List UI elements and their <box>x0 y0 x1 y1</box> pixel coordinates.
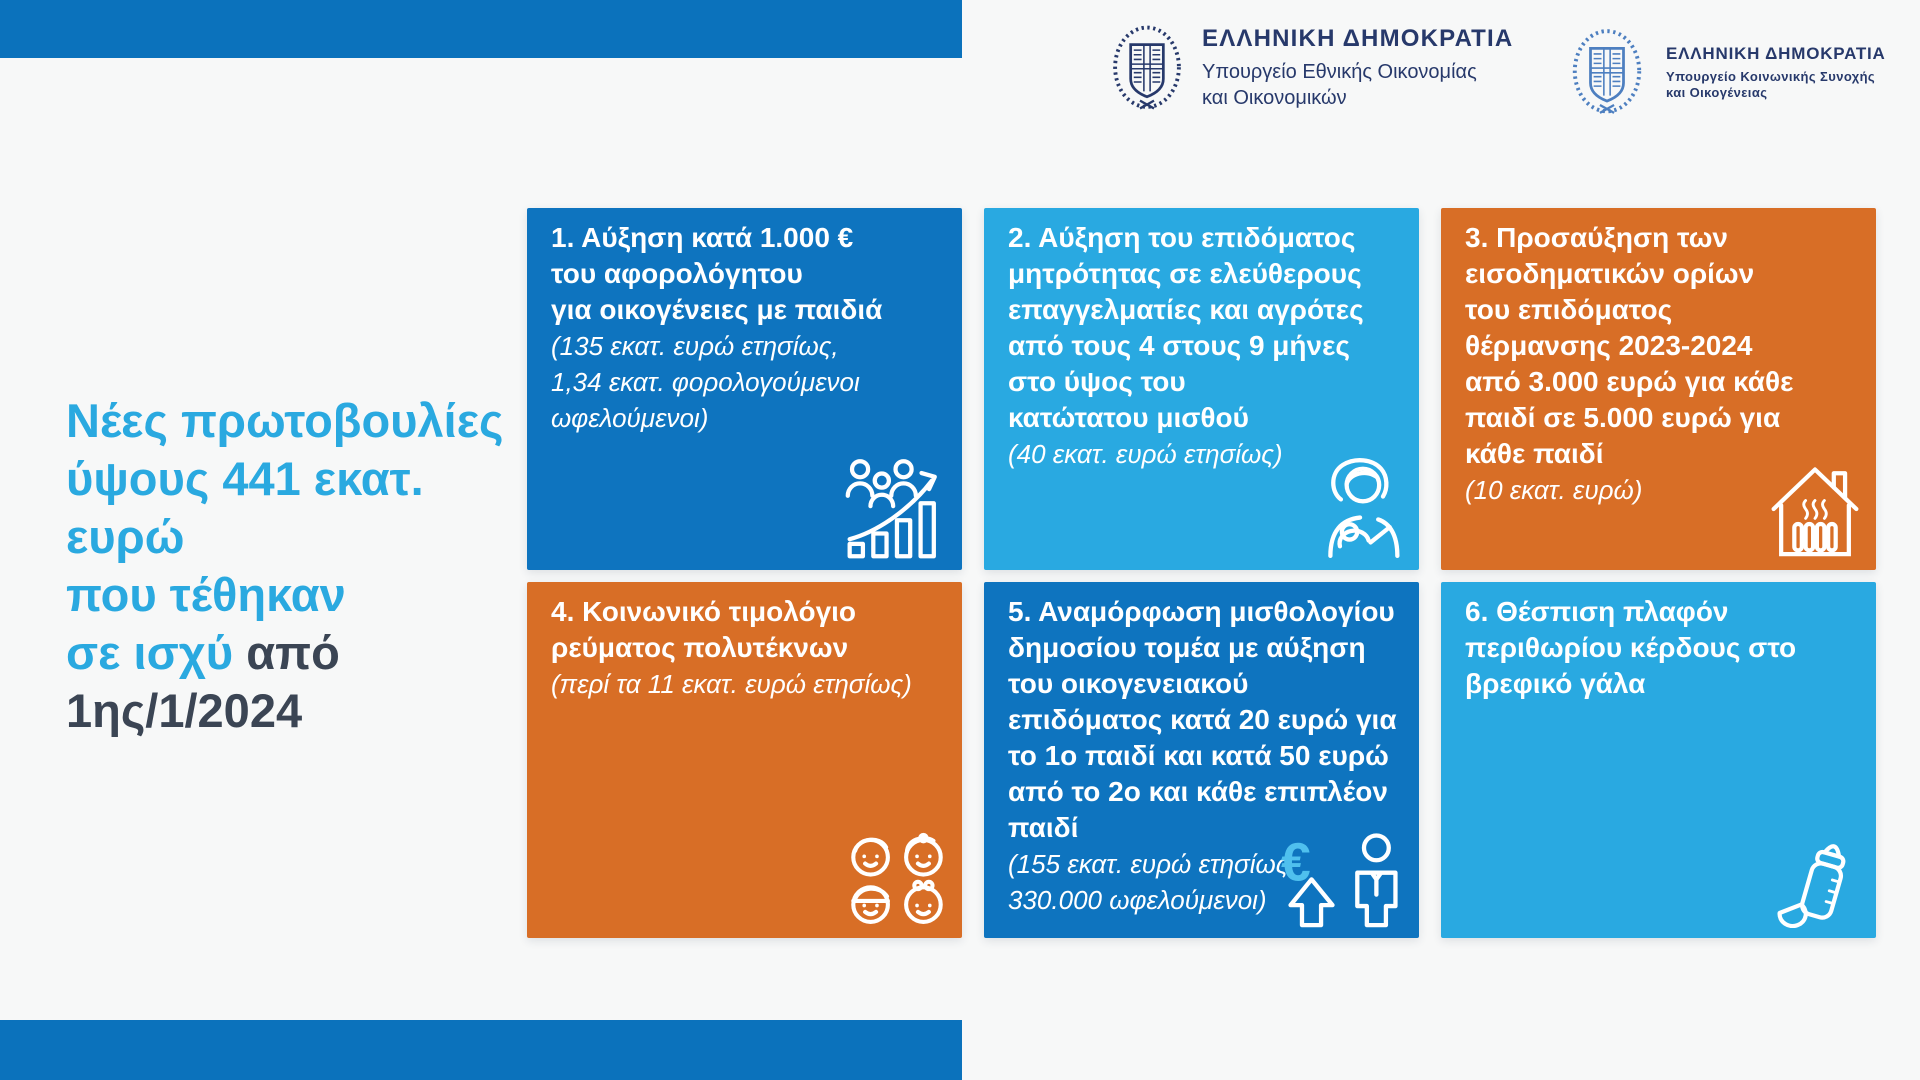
initiative-card <box>984 208 1419 570</box>
card-title-line: του αφορολόγητου <box>551 258 803 289</box>
card-title-line: του επιδόματος <box>1465 294 1673 325</box>
greek-emblem-icon <box>1112 20 1182 116</box>
baby-bottle-icon <box>1774 825 1862 928</box>
card-note-line: (155 εκατ. ευρώ ετησίως, <box>1008 849 1296 879</box>
headline-line <box>66 508 536 566</box>
card-title-line: δημοσίου τομέα με αύξηση <box>1008 632 1366 663</box>
card-title-line: μητρότητας σε ελεύθερους <box>1008 258 1362 289</box>
headline-segment: που τέθηκαν <box>66 568 346 621</box>
card-title-line: κάθε παιδί <box>1465 438 1604 469</box>
greek-emblem-icon <box>1564 28 1650 116</box>
initiative-card <box>984 582 1419 938</box>
card-title-line: στο ύψος του <box>1008 366 1186 397</box>
initiative-card <box>527 208 962 570</box>
heating-house-icon <box>1768 458 1862 560</box>
headline-line <box>66 682 536 740</box>
card-note-line: (40 εκατ. ευρώ ετησίως) <box>1008 439 1283 469</box>
initiative-card <box>1441 582 1876 938</box>
page-title <box>66 392 536 740</box>
card-title-line: ρεύματος πολυτέκνων <box>551 632 849 663</box>
card-note-line: ωφελούμενοι) <box>551 403 709 433</box>
logo-subtitle-line: Υπουργείο Κοινωνικής Συνοχής <box>1666 68 1876 84</box>
card-title-line: επαγγελματίες και αγρότες <box>1008 294 1364 325</box>
logo-subtitle-line: και Οικογένειας <box>1666 84 1768 100</box>
logo-title: ΕΛΛΗΝΙΚΗ ΔΗΜΟΚΡΑΤΙΑ <box>1202 25 1514 52</box>
card-note-line: (περί τα 11 εκατ. ευρώ ετησίως) <box>551 669 912 699</box>
card-title-line: για οικογένειες με παιδιά <box>551 294 883 325</box>
card-title-line: 5. Αναμόρφωση μισθολογίου <box>1008 596 1395 627</box>
initiative-card <box>1441 208 1876 570</box>
card-title-line: από 3.000 ευρώ για κάθε <box>1465 366 1794 397</box>
bottom-accent-bar <box>0 1020 962 1080</box>
mother-baby-icon <box>1317 456 1405 560</box>
headline-line <box>66 392 536 450</box>
card-title-line: 1. Αύξηση κατά 1.000 € <box>551 222 854 253</box>
card-title-line: από τους 4 στους 9 μήνες <box>1008 330 1350 361</box>
card-title-line: του οικογενειακού <box>1008 668 1249 699</box>
card-title-line: από το 2ο και κάθε επιπλέον <box>1008 776 1388 807</box>
headline-line <box>66 450 536 508</box>
ministry-social-cohesion-logo <box>1564 28 1886 116</box>
headline-segment: 1ης/1/2024 <box>66 684 303 737</box>
card-title-line: το 1ο παιδί και κατά 50 ευρώ <box>1008 740 1389 771</box>
headline-line <box>66 566 536 624</box>
card-title-line: 3. Προσαύξηση των <box>1465 222 1728 253</box>
card-title-line: κατώτατου μισθού <box>1008 402 1249 433</box>
headline-segment: από <box>246 626 340 679</box>
card-title-line: 6. Θέσπιση πλαφόν <box>1465 596 1729 627</box>
card-title-line: 2. Αύξηση του επιδόματος <box>1008 222 1356 253</box>
logo-subtitle-line: και Οικονομικών <box>1202 87 1347 109</box>
card-note-line: (135 εκατ. ευρώ ετησίως, <box>551 331 839 361</box>
salary-increase-icon <box>1281 825 1405 928</box>
card-title-line: εισοδηματικών ορίων <box>1465 258 1755 289</box>
top-accent-bar <box>0 0 962 58</box>
card-note-line: (10 εκατ. ευρώ) <box>1465 475 1643 505</box>
card-title-line: βρεφικό γάλα <box>1465 668 1646 699</box>
logo-title: ΕΛΛΗΝΙΚΗ ΔΗΜΟΚΡΑΤΙΑ <box>1666 43 1886 63</box>
initiative-cards-grid <box>527 208 1876 938</box>
card-note-line: 330.000 ωφελούμενοι) <box>1008 885 1267 915</box>
card-title-line: επιδόματος κατά 20 ευρώ για <box>1008 704 1397 735</box>
card-title-line: περιθωρίου κέρδους στο <box>1465 632 1797 663</box>
card-title-line: 4. Κοινωνικό τιμολόγιο <box>551 596 857 627</box>
svg-text:€: € <box>1281 833 1311 893</box>
headline-segment: σε ισχύ <box>66 626 247 679</box>
card-note-line: 1,34 εκατ. φορολογούμενοι <box>551 367 860 397</box>
card-title-line: παιδί σε 5.000 ευρώ για <box>1465 402 1781 433</box>
card-title-line: θέρμανσης 2023-2024 <box>1465 330 1753 361</box>
logo-subtitle-line: Υπουργείο Εθνικής Οικονομίας <box>1202 61 1477 83</box>
headline-segment: ύψους 441 εκατ. <box>66 452 424 505</box>
ministry-economy-logo <box>1112 20 1513 116</box>
headline-segment: ευρώ <box>66 510 185 563</box>
headline-segment: Νέες πρωτοβουλίες <box>66 394 504 447</box>
children-icon <box>846 832 948 928</box>
card-title-line: παιδί <box>1008 812 1079 843</box>
headline-line <box>66 624 536 682</box>
people-growth-icon <box>844 456 948 560</box>
initiative-card <box>527 582 962 938</box>
